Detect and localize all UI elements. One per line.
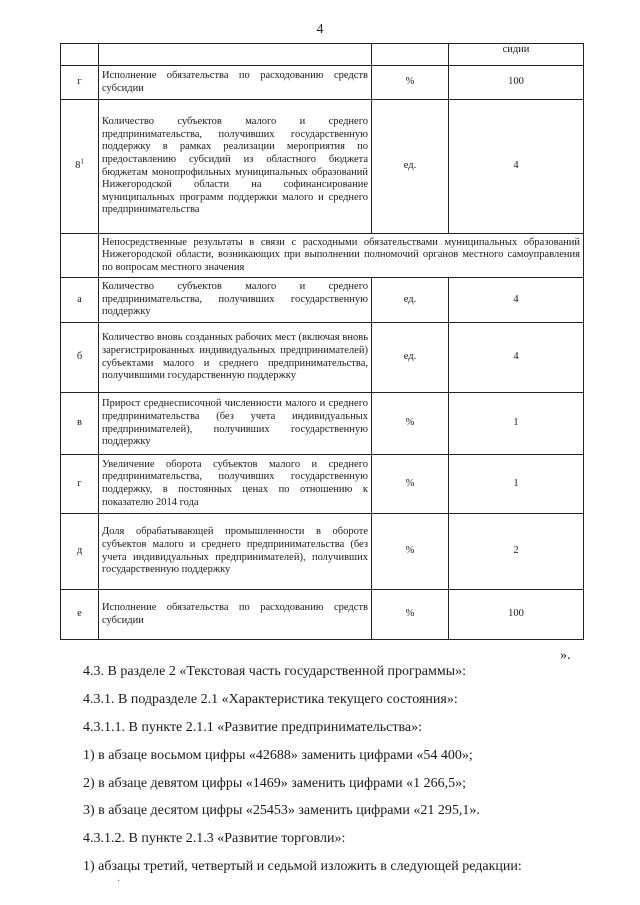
table-cell-num: в [61, 393, 99, 455]
table-cell-num: а [61, 278, 99, 323]
table-cell-value: 1 [449, 455, 584, 514]
table-cell-value: сидии [449, 44, 584, 66]
table-cell-num: г [61, 66, 99, 100]
table-cell-unit: % [372, 66, 449, 100]
table-cell-desc [99, 44, 372, 66]
table-cell-num: д [61, 514, 99, 590]
indicators-table [60, 43, 584, 640]
scan-speck: · [117, 876, 121, 887]
table-row [61, 323, 584, 393]
table-cell-desc: Прирост среднесписочной численности малого и среднего предпринимательства (без учета индивидуальных предпринимателей), получивших государственную поддержку [99, 393, 372, 455]
table-row [61, 514, 584, 590]
table-cell-unit: ед. [372, 100, 449, 234]
table-cell-num: г [61, 455, 99, 514]
table-cell-desc: Исполнение обязательства по расходованию средств субсидии [99, 66, 372, 100]
table-cell-value: 4 [449, 323, 584, 393]
table-cell-value: 2 [449, 514, 584, 590]
table-cell-num [61, 234, 99, 278]
table-cell-unit: % [372, 590, 449, 640]
table-header-row [61, 44, 584, 66]
table-cell-unit: ед. [372, 323, 449, 393]
table-cell-unit: % [372, 514, 449, 590]
table-cell-num: б [61, 323, 99, 393]
table-row [61, 455, 584, 514]
paragraph: 4.3.1.2. В пункте 2.1.3 «Развитие торговли»: [83, 831, 346, 846]
table-cell-num: е [61, 590, 99, 640]
paragraph: 4.3.1. В подразделе 2.1 «Характеристика текущего состояния»: [83, 692, 458, 707]
table-cell-num [61, 44, 99, 66]
table-cell-unit: % [372, 455, 449, 514]
table-cell-desc: Количество субъектов малого и среднего предпринимательства, получивших государственную поддержку [99, 278, 372, 323]
table-cell-desc: Исполнение обязательства по расходованию средств субсидии [99, 590, 372, 640]
paragraph: 1) в абзаце восьмом цифры «42688» заменить цифрами «54 400»; [83, 748, 473, 763]
table-cell-value: 100 [449, 66, 584, 100]
table-row [61, 393, 584, 455]
table-cell-num [61, 100, 99, 234]
table-row [61, 100, 584, 234]
table-cell-unit: ед. [372, 278, 449, 323]
paragraph: 2) в абзаце девятом цифры «1469» заменить цифрами «1 266,5»; [83, 776, 467, 791]
page-number: 4 [316, 22, 324, 37]
paragraph: 3) в абзаце десятом цифры «25453» заменить цифрами «21 295,1». [83, 803, 480, 818]
table-section-heading: Непосредственные результаты в связи с расходными обязательствами муниципальных образований Нижегородской области, возникающих при выполнении полномочий органов местного самоуправления по вопросам местного значения [99, 234, 584, 278]
table-cell-value: 4 [449, 278, 584, 323]
table-cell-desc: Количество субъектов малого и среднего предпринимательства, получивших государственную поддержку в рамках реализации мероприятия по предоставлению субсидий из областного бюджета бюджетам монопрофильных муниципальных образований Нижегородской области на софинансирование муниципальных программ поддержки малого и среднего предпринимательства [99, 100, 372, 234]
table-cell-desc: Увеличение оборота субъектов малого и среднего предпринимательства, получивших государственную поддержку, в постоянных ценах по отношению к показателю 2014 года [99, 455, 372, 514]
table-cell-desc: Количество вновь созданных рабочих мест (включая вновь зарегистрированных индивидуальных предпринимателей) субъектами малого и среднего предпринимательства, получившими государственную поддержку [99, 323, 372, 393]
paragraph: 4.3. В разделе 2 «Текстовая часть государственной программы»: [83, 664, 466, 679]
table-cell-value: 1 [449, 393, 584, 455]
row-number: 8 [75, 160, 81, 172]
table-cell-desc: Доля обрабатывающей промышленности в обороте субъектов малого и среднего предпринимательства (без учета индивидуальных предпринимателей), получивших государственную поддержку [99, 514, 372, 590]
paragraph: 4.3.1.1. В пункте 2.1.1 «Развитие предпринимательства»: [83, 720, 423, 735]
paragraph: 1) абзацы третий, четвертый и седьмой изложить в следующей редакции: [83, 859, 522, 874]
table-cell-value: 100 [449, 590, 584, 640]
table-cell-unit: % [372, 393, 449, 455]
table-cell-unit [372, 44, 449, 66]
table-row [61, 278, 584, 323]
closing-quote: ». [560, 648, 571, 663]
table-cell-value: 4 [449, 100, 584, 234]
table-section-row [61, 234, 584, 278]
row-number-superscript: 1 [80, 157, 84, 166]
table-row [61, 590, 584, 640]
table-row [61, 66, 584, 100]
